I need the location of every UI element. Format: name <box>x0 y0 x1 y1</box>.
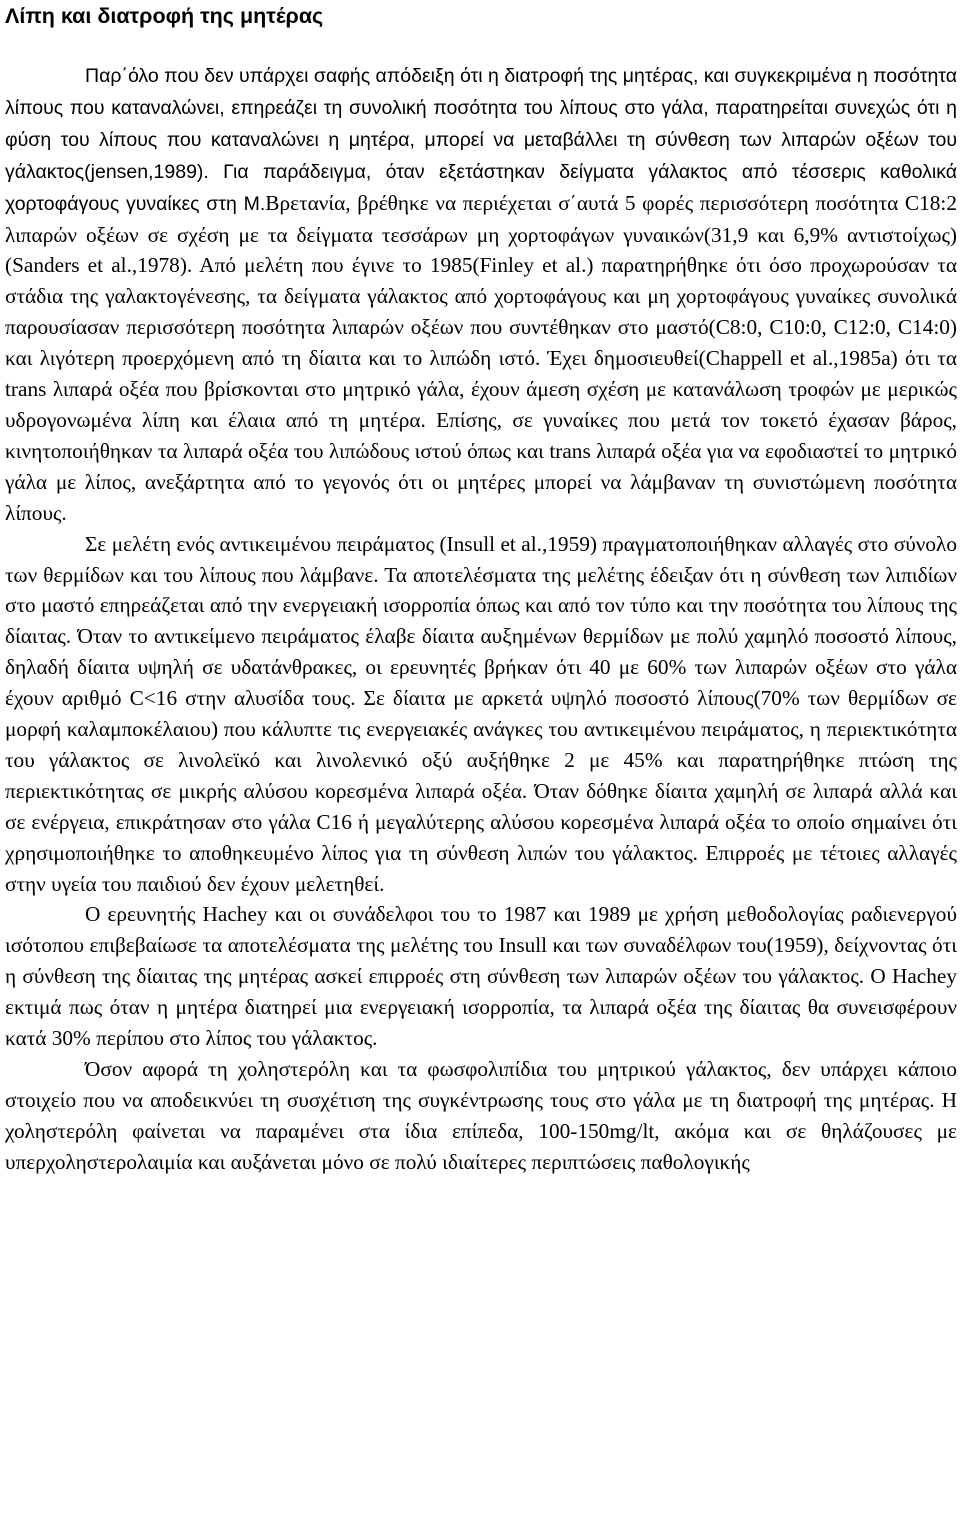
paragraph-1-opening-text: Παρ΄όλο που δεν υπάρχει σαφής απόδειξη ότι η διατροφή της μητέρας, και συγκεκριμένα η ποσότητα λίπους που καταναλώνει, επηρεάζει τη συνολική ποσότητα του λίπους στο γάλα, παρατηρείται συνεχώς ότι η φύση του λίπους που καταναλώνει η μητέρα, μπορεί να μεταβάλλει τη σύνθεση των λιπαρών οξέων του γάλακτος(jensen,1989). Για παράδειγμα, όταν εξετάστηκαν δείγματα γάλακτος από τέσσερις καθολικά χορτοφάγους γυναίκες στη Μ. <box>5 65 957 215</box>
paragraph-maternal-diet-fat-composition <box>5 60 957 529</box>
document-title: Λίπη και διατροφή της μητέρας <box>5 4 324 28</box>
paragraph-1-continuation-text: Βρετανία, βρέθηκε να περιέχεται σ΄αυτά 5 φορές περισσότερη ποσότητα C18:2 λιπαρών οξέων σε σχέση με τα δείγματα τεσσάρων μη χορτοφάγων γυναικών(31,9 και 6,9% αντιστοίχως)(Sanders et al.,1978). Από μελέτη που έγινε το 1985(Finley et al.) παρατηρήθηκε ότι όσο προχωρούσαν τα στάδια της γαλακτογένεσης, τα δείγματα γάλακτος από χορτοφάγους και μη χορτοφάγους γυναίκες συνολικά παρουσίασαν περισσότερη ποσότητα λιπαρών οξέων που συντέθηκαν στο μαστό(C8:0, C10:0, C12:0, C14:0) και λιγότερη προερχόμενη από τη δίαιτα και το λιπώδη ιστό. Έχει δημοσιευθεί(Chappell et al.,1985a) ότι τα trans λιπαρά οξέα που βρίσκονται στο μητρικό γάλα, έχουν άμεση σχέση με κατανάλωση τροφών με μερικώς υδρογονωμένα λίπη και έλαια από τη μητέρα. Επίσης, σε γυναίκες που μετά τον τοκετό έχασαν βάρος, κινητοποιήθηκαν τα λιπαρά οξέα του λιπώδους ιστού όπως και trans λιπαρά οξέα για να εφοδιαστεί το μητρικό γάλα με λίπος, ανεξάρτητα από το γεγονός ότι οι μητέρες μπορεί να λάμβαναν τη συνιστώμενη ποσότητα λίπους. <box>5 190 957 525</box>
paragraph-insull-experiment: Σε μελέτη ενός αντικειμένου πειράματος (Insull et al.,1959) πραγματοποιήθηκαν αλλαγές στο σύνολο των θερμίδων και του λίπους που λάμβανε. Τα αποτελέσματα της μελέτης έδειξαν ότι η σύνθεση των λιπιδίων στο μαστό επηρεάζεται από την ενεργειακή ισορροπία όπως και από τον τύπο και την ποσότητα του λίπους της δίαιτας. Όταν το αντικείμενο πειράματος έλαβε δίαιτα αυξημένων θερμίδων με πολύ χαμηλό ποσοστό λίπους, δηλαδή δίαιτα υψηλή σε υδατάνθρακες, οι ερευνητές βρήκαν ότι 40 με 60% των λιπαρών οξέων στο γάλα έχουν αριθμό C<16 στην αλυσίδα τους. Σε δίαιτα με αρκετά υψηλό ποσοστό λίπους(70% των θερμίδων σε μορφή καλαμποκέλαιου) που κάλυπτε τις ενεργειακές ανάγκες του αντικειμένου πειράματος, η περιεκτικότητα του γάλακτος σε λινολεϊκό και λινολενικό οξύ αυξήθηκε 2 με 45% και παρατηρήθηκε πτώση της περιεκτικότητας σε μικρής αλύσου κορεσμένα λιπαρά οξέα. Όταν δόθηκε δίαιτα χαμηλή σε λιπαρά αλλά και σε ενέργεια, επικράτησαν στο γάλα C16 ή μεγαλύτερης αλύσου κορεσμένα λιπαρά οξέα το οποίο σημαίνει ότι χρησιμοποιήθηκε το αποθηκευμένο λίπος για τη σύνθεση λιπών του γάλακτος. Επιρροές με τέτοιες αλλαγές στην υγεία του παιδιού δεν έχουν μελετηθεί. <box>5 531 957 896</box>
paragraph-hachey-research: Ο ερευνητής Hachey και οι συνάδελφοι του το 1987 και 1989 με χρήση μεθοδολογίας ραδιενεργού ισότοπου επιβεβαίωσε τα αποτελέσματα της μελέτης του Insull και των συναδέλφων του(1959), δείχνοντας ότι η σύνθεση της δίαιτας της μητέρας ασκεί επιρροές στη σύνθεση των λιπαρών οξέων του γάλακτος. Ο Hachey εκτιμά πως όταν η μητέρα διατηρεί μια ενεργειακή ισορροπία, τα λιπαρά οξέα της δίαιτας θα συνεισφέρουν κατά 30% περίπου στο λίπος του γάλακτος. <box>5 902 957 1051</box>
paragraph-cholesterol-phospholipids: Όσον αφορά τη χοληστερόλη και τα φωσφολιπίδια του μητρικού γάλακτος, δεν υπάρχει κάποιο στοιχείο που να αποδεικνύει τη συσχέτιση της συγκέντρωσης τους στο γάλα με τη διατροφή της μητέρας. Η χοληστερόλη φαίνεται να παραμένει στα ίδια επίπεδα, 100-150mg/lt, ακόμα και σε θηλάζουσες με υπερχοληστερολαιμία και αυξάνεται μόνο σε πολύ ιδιαίτερες περιπτώσεις παθολογικής <box>5 1057 957 1174</box>
